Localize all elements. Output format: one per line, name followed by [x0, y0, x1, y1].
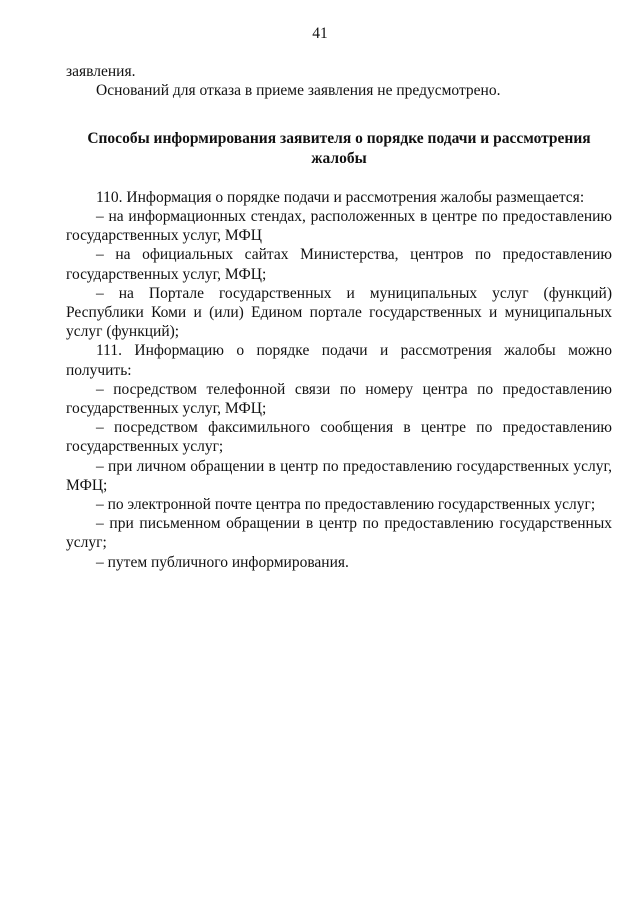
list-item: – посредством телефонной связи по номеру центра по предоставлению государственных услуг, МФЦ; [66, 380, 612, 418]
list-item: – при письменном обращении в центр по предоставлению государственных услуг; [66, 515, 612, 552]
list-item: – на официальных сайтах Министерства, центров по предоставлению государственных услуг, МФЦ; [66, 246, 612, 283]
document-body [66, 62, 612, 572]
list-item: – при личном обращении в центр по предоставлению государственных услуг, МФЦ; [66, 457, 612, 494]
list-item: – путем публичного информирования. [96, 553, 349, 571]
list-item: – на Портале государственных и муниципальных услуг (функций) Республики Коми и (или) Едином портале государственных и муниципальных услуг (функций); [66, 284, 612, 341]
list-item: – посредством факсимильного сообщения в центре по предоставлению государственных услуг; [66, 419, 612, 456]
continuation-text: заявления. [66, 63, 136, 80]
section-heading: Способы информирования заявителя о порядке подачи и рассмотрения жалобы [87, 130, 591, 167]
no-refusal-paragraph: Оснований для отказа в приеме заявления не предусмотрено. [96, 82, 501, 100]
list-item: – на информационных стендах, расположенных в центре по предоставлению государственных услуг, МФЦ [66, 208, 612, 245]
page-number: 41 [312, 25, 328, 42]
paragraph-111: 111. Информацию о порядке подачи и рассмотрения жалобы можно получить: [66, 342, 612, 379]
paragraph-110: 110. Информация о порядке подачи и рассмотрения жалобы размещается: [96, 188, 585, 206]
list-item: – по электронной почте центра по предоставлению государственных услуг; [96, 496, 596, 514]
